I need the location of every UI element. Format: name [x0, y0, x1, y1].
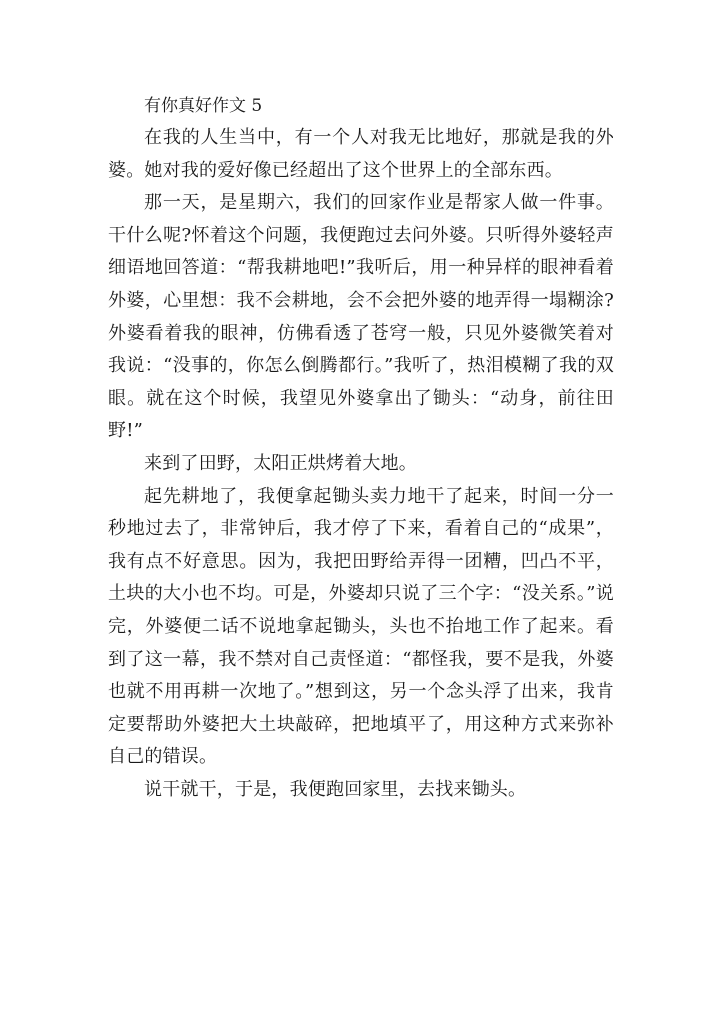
document-title: 有你真好作文 5 — [144, 96, 263, 116]
paragraph-4: 起先耕地了，我便拿起锄头卖力地干了起来，时间一分一秒地过去了，非常钟后，我才停了下来，看着自己的“成果”，我有点不好意思。因为，我把田野给弄得一团糟，凹凸不平，土块的大小也不均。可是，外婆却只说了三个字：“没关系。”说完，外婆便二话不说地拿起锄头，头也不抬地工作了起来。看到了这一幕，我不禁对自己责怪道：“都怪我，要不是我，外婆也就不用再耕一次地了。”想到这，另一个念头浮了出来，我肯定要帮助外婆把大土块敲碎，把地填平了，用这种方式来弥补自己的错误。 — [108, 485, 614, 768]
paragraph-1: 在我的人生当中，有一个人对我无比地好，那就是我的外婆。她对我的爱好像已经超出了这个世界上的全部东西。 — [108, 127, 614, 181]
paragraph-3: 来到了田野，太阳正烘烤着大地。 — [144, 452, 417, 474]
paragraph-2: 那一天，是星期六，我们的回家作业是帮家人做一件事。干什么呢?怀着这个问题，我便跑过去问外婆。只听得外婆轻声细语地回答道：“帮我耕地吧!”我听后，用一种异样的眼神看着外婆，心里想：我不会耕地，会不会把外婆的地弄得一塌糊涂?外婆看着我的眼神，仿佛看透了苍穹一般，只见外婆微笑着对我说：“没事的，你怎么倒腾都行。”我听了，热泪模糊了我的双眼。就在这个时候，我望见外婆拿出了锄头：“动身，前往田野!” — [108, 192, 614, 442]
paragraph-5: 说干就干，于是，我便跑回家里，去找来锄头。 — [144, 778, 527, 800]
document-body — [108, 90, 614, 806]
